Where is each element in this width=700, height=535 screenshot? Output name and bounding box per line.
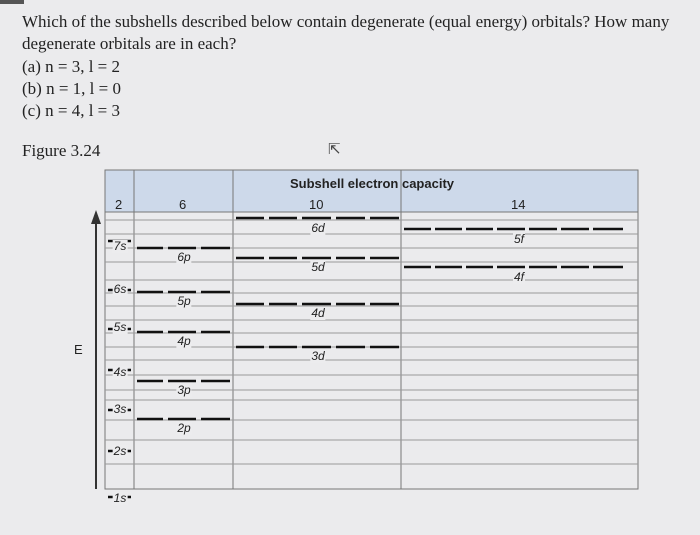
orbital-label-5d: 5d <box>311 260 325 274</box>
capacity-d: 10 <box>309 197 324 212</box>
orbital-label-2p: 2p <box>177 421 191 435</box>
orbital-label-3s: 3s <box>113 402 127 416</box>
orbital-label-6p: 6p <box>177 250 191 264</box>
orbital-label-3p: 3p <box>177 383 191 397</box>
orbital-label-4f: 4f <box>513 270 525 284</box>
orbital-label-2s: 2s <box>113 444 127 458</box>
orbital-label-7s: 7s <box>113 239 127 253</box>
orbital-label-5p: 5p <box>177 294 191 308</box>
orbital-label-1s: 1s <box>113 491 127 505</box>
orbital-label-6d: 6d <box>311 221 325 235</box>
capacity-p: 6 <box>179 197 187 212</box>
figure-label: Figure 3.24 <box>22 141 101 160</box>
orbital-label-4s: 4s <box>113 365 127 379</box>
question-part-c: (c) n = 4, l = 3 <box>22 101 121 120</box>
energy-axis-label: E <box>74 342 83 357</box>
d-orbital-lines <box>236 218 399 347</box>
question-part-a: (a) n = 3, l = 2 <box>22 57 121 76</box>
question-line-2: degenerate orbitals are in each? <box>22 34 237 53</box>
orbital-label-4d: 4d <box>311 306 325 320</box>
orbital-label-5s: 5s <box>113 320 127 334</box>
capacity-s: 2 <box>115 197 123 212</box>
orbital-label-3d: 3d <box>311 349 325 363</box>
capacity-f: 14 <box>511 197 526 212</box>
question-part-b: (b) n = 1, l = 0 <box>22 79 121 98</box>
chart-title: Subshell electron capacity <box>290 176 455 191</box>
energy-axis-arrow <box>91 210 101 224</box>
cursor-icon: ⇱ <box>328 142 341 158</box>
orbital-label-5f: 5f <box>513 232 525 246</box>
orbital-label-4p: 4p <box>177 334 191 348</box>
orbital-label-6s: 6s <box>113 282 127 296</box>
question-line-1: Which of the subshells described below contain degenerate (equal energy) orbitals? How many <box>22 12 670 31</box>
